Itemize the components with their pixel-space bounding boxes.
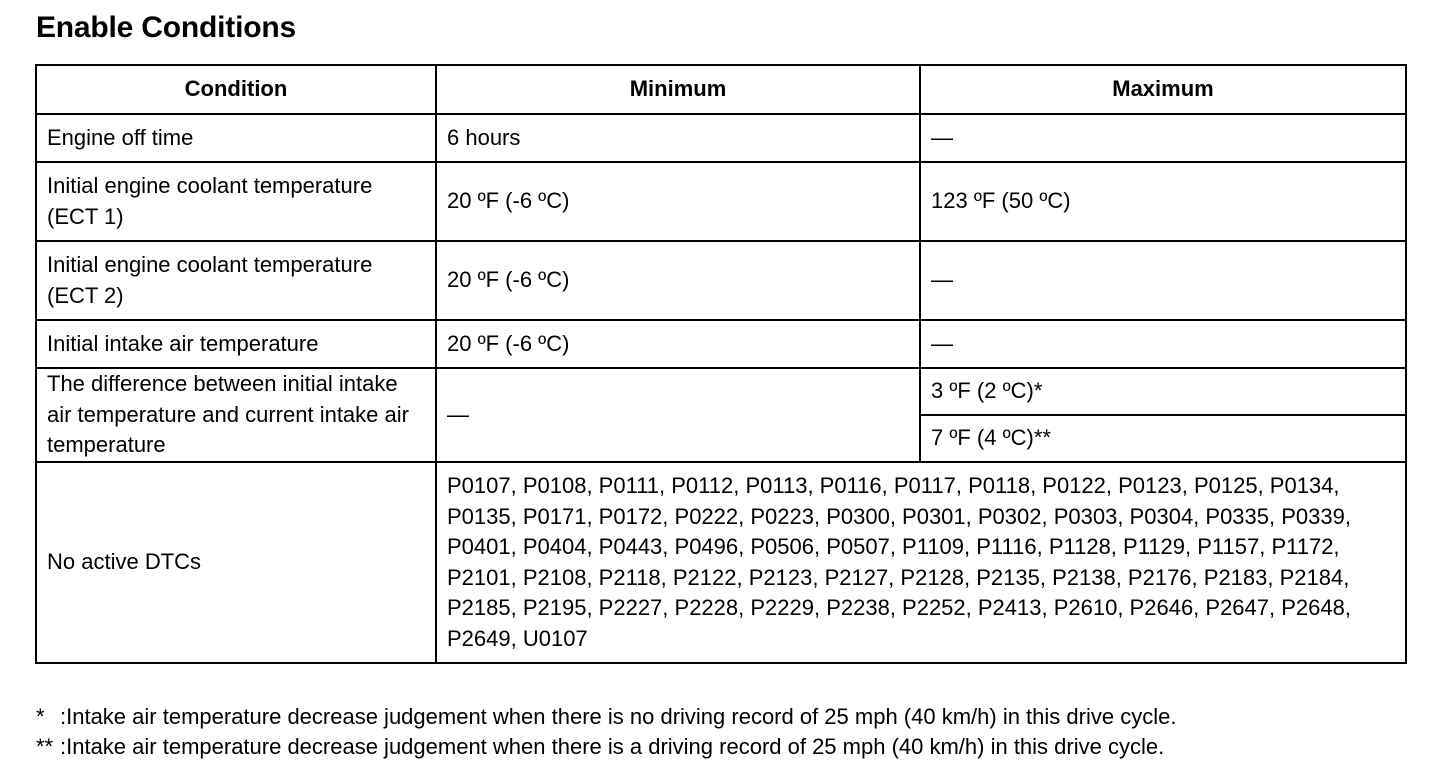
maximum-cell: — bbox=[920, 114, 1406, 162]
maximum-cell: 123 ºF (50 ºC) bbox=[920, 162, 1406, 241]
minimum-cell: — bbox=[436, 368, 920, 462]
footnote bbox=[36, 732, 1176, 762]
table-row bbox=[36, 162, 1406, 241]
minimum-cell: 20 ºF (-6 ºC) bbox=[436, 241, 920, 320]
dtc-list: P0107, P0108, P0111, P0112, P0113, P0116, P0117, P0118, P0122, P0123, P0125, P0134, P0135, P0171, P0172, P0222, P0223, P0300, P0301, P0302, P0303, P0304, P0335, P0339, P0401, P0404, P0443, P0496, P0506, P0507, P1109, P1116, P1128, P1129, P1157, P1172, P2101, P2108, P2118, P2122, P2123, P2127, P2128, P2135, P2138, P2176, P2183, P2184, P2185, P2195, P2227, P2228, P2229, P2238, P2252, P2413, P2610, P2646, P2647, P2648, P2649, U0107 bbox=[447, 473, 1351, 651]
condition-cell: Initial engine coolant temperature (ECT 1) bbox=[36, 162, 436, 241]
table-row bbox=[36, 368, 1406, 415]
table-row bbox=[36, 114, 1406, 162]
footnote bbox=[36, 702, 1176, 732]
dtc-list-cell bbox=[436, 462, 1406, 663]
maximum-cell: 3 ºF (2 ºC)* bbox=[920, 368, 1406, 415]
header-maximum: Maximum bbox=[920, 65, 1406, 114]
table-row bbox=[36, 241, 1406, 320]
minimum-cell: 20 ºF (-6 ºC) bbox=[436, 162, 920, 241]
page-title: Enable Conditions bbox=[36, 11, 296, 44]
table-row bbox=[36, 320, 1406, 368]
header-condition: Condition bbox=[36, 65, 436, 114]
enable-conditions-table bbox=[35, 64, 1407, 664]
condition-cell: The difference between initial intake air temperature and current intake air temperature bbox=[36, 368, 436, 462]
maximum-cell: — bbox=[920, 241, 1406, 320]
condition-cell: Initial intake air temperature bbox=[36, 320, 436, 368]
table-row bbox=[36, 462, 1406, 663]
condition-cell: No active DTCs bbox=[36, 462, 436, 663]
footnote-text: :Intake air temperature decrease judgement when there is a driving record of 25 mph (40 km/h) in this drive cycle. bbox=[60, 734, 1165, 759]
minimum-cell: 6 hours bbox=[436, 114, 920, 162]
footnote-mark: ** bbox=[36, 734, 54, 759]
footnote-text: :Intake air temperature decrease judgement when there is no driving record of 25 mph (40 km/h) in this drive cycle. bbox=[60, 704, 1177, 729]
header-minimum: Minimum bbox=[436, 65, 920, 114]
table-header-row bbox=[36, 65, 1406, 114]
condition-cell: Initial engine coolant temperature (ECT 2) bbox=[36, 241, 436, 320]
maximum-cell: — bbox=[920, 320, 1406, 368]
maximum-cell: 7 ºF (4 ºC)** bbox=[920, 415, 1406, 462]
minimum-cell: 20 ºF (-6 ºC) bbox=[436, 320, 920, 368]
footnotes bbox=[36, 702, 1176, 762]
footnote-mark: * bbox=[36, 704, 45, 729]
condition-cell: Engine off time bbox=[36, 114, 436, 162]
